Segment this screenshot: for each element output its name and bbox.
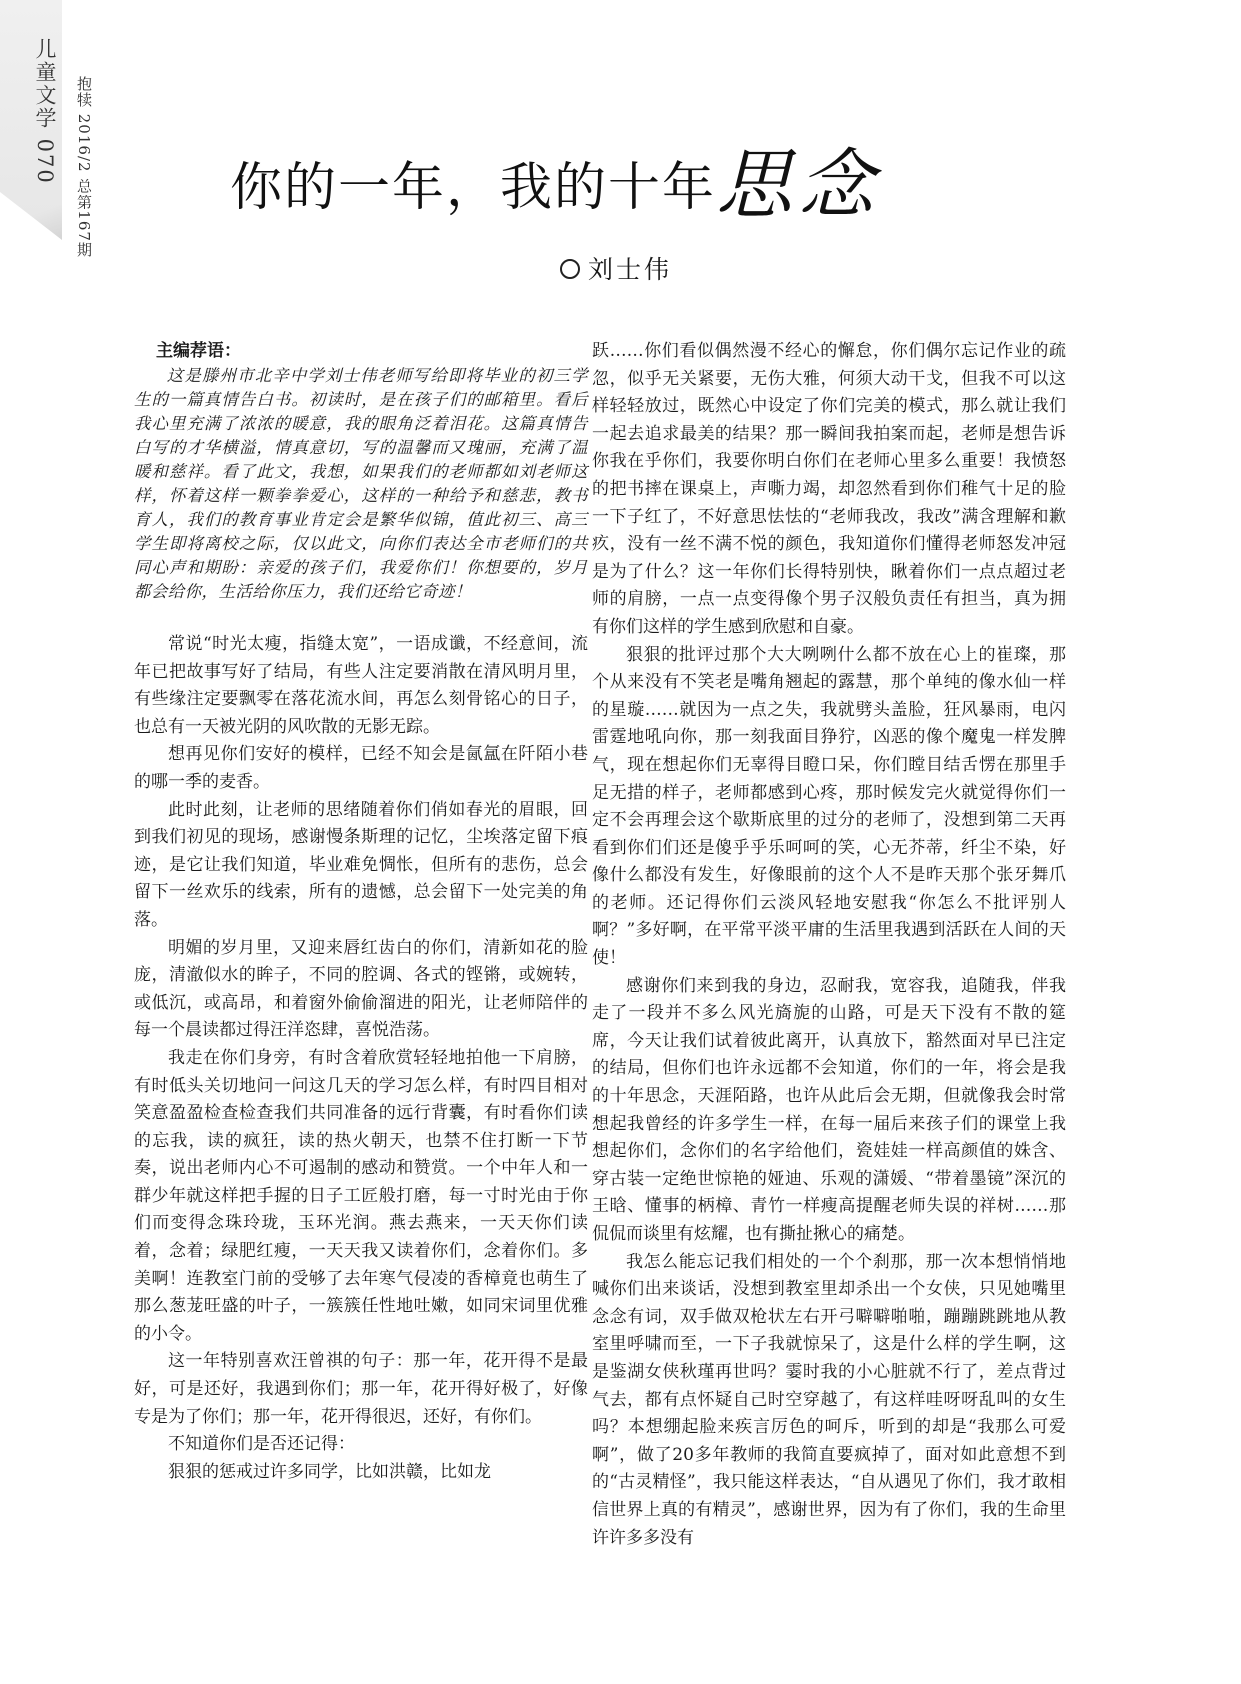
right-column	[592, 338, 1066, 1552]
article-title	[230, 140, 1030, 230]
paragraph: 明媚的岁月里，又迎来唇红齿白的你们，清新如花的脸庞，清澈似水的眸子，不同的腔调、各式的铿锵，或婉转，或低沉，或高昂，和着窗外偷偷溜进的阳光，让老师陪伴的每一个晨读都过得汪洋恣肆，喜悦浩荡。	[134, 937, 588, 1041]
paragraph: 狠狠的批评过那个大大咧咧什么都不放在心上的崔璨，那个从来没有不笑老是嘴角翘起的露慧，那个单纯的像水仙一样的星璇……就因为一点之失，我就劈头盖脸，狂风暴雨，电闪雷霆地吼向你，那一刻我面目狰狞，凶恶的像个魔鬼一样发脾气，现在想起你们无辜得目瞪口呆，你们瞠目结舌愣在那里手足无措的样子，老师都感到心疼，那时候发完火就觉得你们一定不会再理会这个歇斯底里的过分的老师了，没想到第二天再看到你们们还是傻乎乎乐呵呵的笑，心无芥蒂，纤尘不染，好像什么都没有发生，好像眼前的这个人不是昨天那个张牙舞爪的老师。还记得你们云淡风轻地安慰我“你怎么不批评别人啊？”多好啊，在平常平淡平庸的生活里我遇到活跃在人间的天使！	[592, 644, 1066, 969]
paragraph: 常说“时光太瘦，指缝太宽”，一语成谶，不经意间，流年已把故事写好了结局，有些人注定要消散在清风明月里，有些缘注定要飘零在落花流水间，再怎么刻骨铭心的日子，也总有一天被光阴的风吹散的无影无踪。	[134, 634, 588, 737]
editor-note	[134, 364, 588, 604]
paragraph: 此时此刻，让老师的思绪随着你们俏如春光的眉眼，回到我们初见的现场，感谢慢条斯理的记忆，尘埃落定留下痕迹，是它让我们知道，毕业难免惆怅，但所有的悲伤，总会留下一丝欢乐的线索，所有的遗憾，总会留下一处完美的角落。	[134, 799, 588, 930]
paragraph: 这一年特别喜欢汪曾祺的句子：那一年，花开得不是最好，可是还好，我遇到你们；那一年，花开得好极了，好像专是为了你们；那一年，花开得很迟，还好，有你们。	[134, 1351, 588, 1427]
paragraph: 跃……你们看似偶然漫不经心的懈怠，你们偶尔忘记作业的疏忽，似乎无关紧要，无伤大雅，何须大动干戈，但我不可以这样轻轻放过，既然心中设定了你们完美的模式，那么就让我们一起去追求最美的结果？那一瞬间我拍案而起，老师是想告诉你我在乎你们，我要你明白你们在老师心里多么重要！我愤怒的把书摔在课桌上，声嘶力竭，却忽然看到你们稚气十足的脸一下子红了，不好意思怯怯的“老师我改，我改”满含理解和歉疚，没有一丝不满不悦的颜色，我知道你们懂得老师怒发冲冠是为了什么？这一年你们长得特别快，瞅着你们一点点超过老师的肩膀，一点一点变得像个男子汉般负责任有担当，真为拥有你们这样的学生感到欣慰和自豪。	[592, 341, 1066, 637]
paragraph: 不知道你们是否还记得：	[168, 1434, 355, 1455]
paragraph: 感谢你们来到我的身边，忍耐我，宽容我，追随我，伴我走了一段并不多么风光旖旎的山路，可是天下没有不散的筵席，今天让我们试着彼此离开，认真放下，豁然面对早已注定的结局，但你们也许永远都不会知道，你们的一年，将会是我的十年思念，天涯陌路，也许从此后会无期，但就像我会时常想起我曾经的许多学生一样，在每一届后来孩子们的课堂上我想起你们，念你们的名字给他们，瓷娃娃一样高颜值的姝含、穿古装一定绝世惊艳的娅迪、乐观的潇媛、“带着墨镜”深沉的王晗、懂事的柄樟、青竹一样瘦高提醒老师失误的祥树……那侃侃而谈里有炫耀，也有撕扯揪心的痛楚。	[592, 975, 1066, 1244]
issue-label: 抱犊 2016/2 总第167期	[75, 76, 93, 258]
circle-icon	[560, 259, 580, 279]
paragraph: 我走在你们身旁，有时含着欣赏轻轻地拍他一下肩膀，有时低头关切地问一问这几天的学习怎么样，有时四目相对笑意盈盈检查检查我们共同准备的远行背囊，有时看你们读的忘我，读的疯狂，读的热火朝天，也禁不住打断一下节奏，说出老师内心不可遏制的感动和赞赏。一个中年人和一群少年就这样把手握的日子工匠般打磨，每一寸时光由于你们而变得念珠玲珑，玉环光润。燕去燕来，一天天你们读着，念着；绿肥红瘦，一天天我又读着你们，念着你们。多美啊！连教室门前的受够了去年寒气侵凌的香樟竟也萌生了那么葱茏旺盛的叶子，一簇簇任性地吐嫩，如同宋词里优雅的小令。	[134, 1047, 588, 1344]
byline	[560, 250, 672, 290]
author-name: 刘士伟	[588, 255, 673, 284]
editor-note-label: 主编荐语：	[156, 341, 241, 361]
paragraph: 我怎么能忘记我们相处的一个个刹那，那一次本想悄悄地喊你们出来谈话，没想到教室里却杀出一个女侠，只见她嘴里念念有词，双手做双枪状左右开弓噼噼啪啪，蹦蹦跳跳地从教室里呼啸而至，一下子我就惊呆了，这是什么样的学生啊，这是鉴湖女侠秋瑾再世吗？霎时我的小心脏就不行了，差点背过气去，都有点怀疑自己时空穿越了，有这样哇呀呀乱叫的女生吗？本想绷起脸来疾言厉色的呵斥，听到的却是“我那么可爱啊”，做了20多年教师的我简直要疯掉了，面对如此意想不到的“古灵精怪”，我只能这样表达，“自从遇见了你们，我才敢相信世界上真的有精灵”，感谢世界，因为有了你们，我的生命里许许多多没有	[592, 1251, 1066, 1548]
left-column	[134, 338, 588, 1486]
editor-note-text: 这是滕州市北辛中学刘士伟老师写给即将毕业的初三学生的一篇真情告白书。初读时，是在孩子们的邮箱里。看后我心里充满了浓浓的暖意，我的眼角泛着泪花。这篇真情告白写的才华横溢，情真意切，写的温馨而又瑰丽，充满了温暖和慈祥。看了此文，我想，如果我们的老师都如刘老师这样，怀着这样一颗拳拳爱心，这样的一种给予和慈悲，教书育人，我们的教育事业肯定会是繁华似锦，值此初三、高三学生即将离校之际，仅以此文，向你们表达全市老师们的共同心声和期盼：亲爱的孩子们，我爱你们！你想要的，岁月都会给你，生活给你压力，我们还给它奇迹！	[134, 366, 588, 601]
title-script: 思念	[716, 140, 881, 229]
paragraph: 狠狠的惩戒过许多同学，比如洪赣，比如龙	[168, 1461, 491, 1482]
magazine-page-label: 儿童文学 070	[33, 38, 57, 185]
title-main: 你的一年，我的十年	[230, 158, 717, 218]
paragraph: 想再见你们安好的模样，已经不知会是氤氲在阡陌小巷的哪一季的麦香。	[134, 744, 588, 792]
